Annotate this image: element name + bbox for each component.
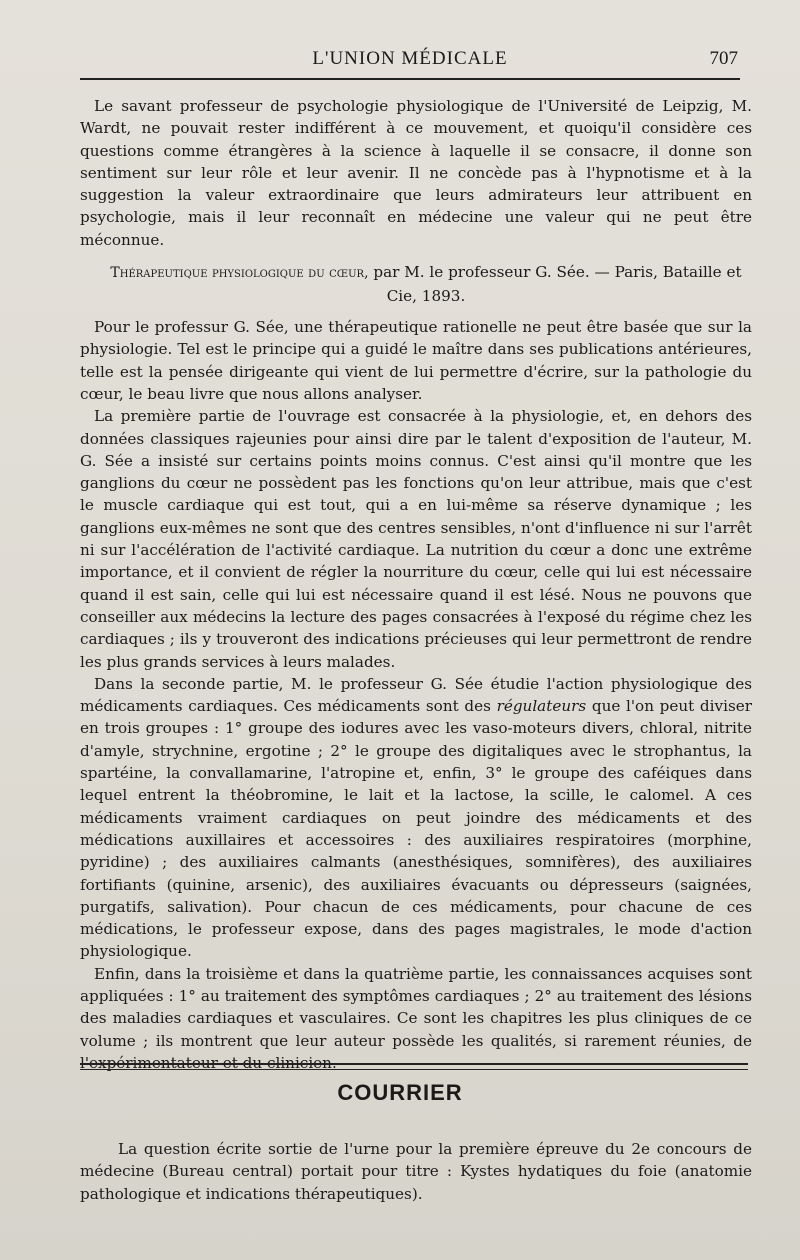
- paragraph-third-fourth-part: Enfin, dans la troisième et dans la quatrième partie, les connaissances acquises sont appliquées : 1° au traitement des symptômes cardiaques ; 2° au traitement des lésions des maladies cardiaques et vasculaires. Ce sont les chapitres les plus cliniques de ce volume ; ils montrent que leur auteur possède les qualités, si rarement réunies, de l'expérimentateur et du clinicien.: [80, 964, 752, 1072]
- paragraph-principle: Pour le professur G. Sée, une thérapeutique rationelle ne peut être basée que sur la physiologie. Tel est le principe qui a guidé le maître dans ses publications antérieures, telle est la pensée dirigeante qui vient de lui permettre d'écrire, sur la pathologie du cœur, le beau livre que nous allons analyser.: [80, 318, 752, 403]
- regulateurs-term: régulateurs: [496, 697, 587, 716]
- paragraph-intro: Le savant professeur de psychologie physiologique de l'Université de Leipzig, M. Wardt, ne pouvait rester indifférent à ce mouvement, et quoiqu'il considère ces questions comme étrangères à la science à laquelle il se consacre, il donne son sentiment sur leur rôle et leur avenir. Il ne concède pas à l'hypnotisme et à la suggestion la valeur extraordinaire que leurs admirateurs leur attribuent en psychologie, mais il leur reconnaît en médecine une valeur qui ne peut être méconnue.: [80, 97, 752, 249]
- running-head: [80, 44, 740, 76]
- paragraph-second-part-end: que l'on peut diviser en trois groupes : 1° groupe des iodures avec les vaso-moteurs divers, chloral, nitrite d'amyle, strychnine, ergotine ; 2° le groupe des digitaliques avec le strophantus, la spartéine, la convallamarine, l'atropine et, enfin, 3° le groupe des caféiques dans lequel entrent la théobromine, le lait et la lactose, la scille, le calomel. A ces médicaments vraiment cardiaques on peut joindre des médicaments et des médications auxillaires et accessoires : des auxiliaires respiratoires (morphine, pyridine) ; des auxiliaires calmants (anesthésiques, somnifères), des auxiliaires fortifiants (quinine, arsenic), des auxiliaires évacuants ou dépresseurs (saignées, purgatifs, salivation). Pour chacun de ces médicaments, pour chacune de ces médications, le professeur expose, dans des pages magistrales, le mode d'action physiologique.: [80, 697, 752, 961]
- paragraph-first-part: La première partie de l'ouvrage est consacrée à la physiologie, et, en dehors des données classiques rajeunies pour ainsi dire par le talent d'exposition de l'auteur, M. G. Sée a insisté sur certains points moins connus. C'est ainsi qu'il montre que les ganglions du cœur ne possèdent pas les fonctions qu'on leur attribue, mais que c'est le muscle cardiaque qui est tout, qui a en lui-même sa réserve dynamique ; les ganglions eux-mêmes ne sont que des centres sensibles, n'ont d'influence ni sur l'arrêt ni sur l'accélération de l'activité cardiaque. La nutrition du cœur a donc une extrême importance, et il convient de régler la nourriture du cœur, celle qui lui est nécessaire quand il est sain, celle qui lui est nécessaire quand il est lésé. Nous ne pouvons que conseiller aux médecins la lecture des pages consacrées à l'exposé du régime chez les cardiaques ; ils y trouveront des indications précieuses qui leur permettront de rendre les plus grands services à leurs malades.: [80, 407, 752, 671]
- header-rule: [80, 78, 740, 80]
- journal-title: L'UNION MÉDICALE: [312, 48, 508, 69]
- paragraph-second-part: [80, 673, 752, 963]
- book-publication: par M. le professeur G. Sée. — Paris, Bataille et Cie, 1893.: [373, 263, 742, 306]
- book-reference: [100, 261, 752, 308]
- paragraph-second-part-start: Dans la seconde partie, M. le professeur G. Sée étudie l'action physiologique des médicaments cardiaques. Ces médicaments sont des: [80, 674, 752, 716]
- book-title: Thérapeutique physiologique du cœur,: [110, 265, 369, 282]
- courrier-heading: COURRIER: [337, 1080, 463, 1105]
- article-body: [80, 95, 752, 1074]
- courrier-section: [80, 1138, 752, 1205]
- courrier-paragraph: La question écrite sortie de l'urne pour la première épreuve du 2e concours de médecine (Bureau central) portait pour titre : Kystes hydatiques du foie (anatomie pathologique et indications thérapeutiques).: [80, 1140, 752, 1203]
- section-divider: [80, 1063, 748, 1070]
- page-number: 707: [709, 48, 738, 69]
